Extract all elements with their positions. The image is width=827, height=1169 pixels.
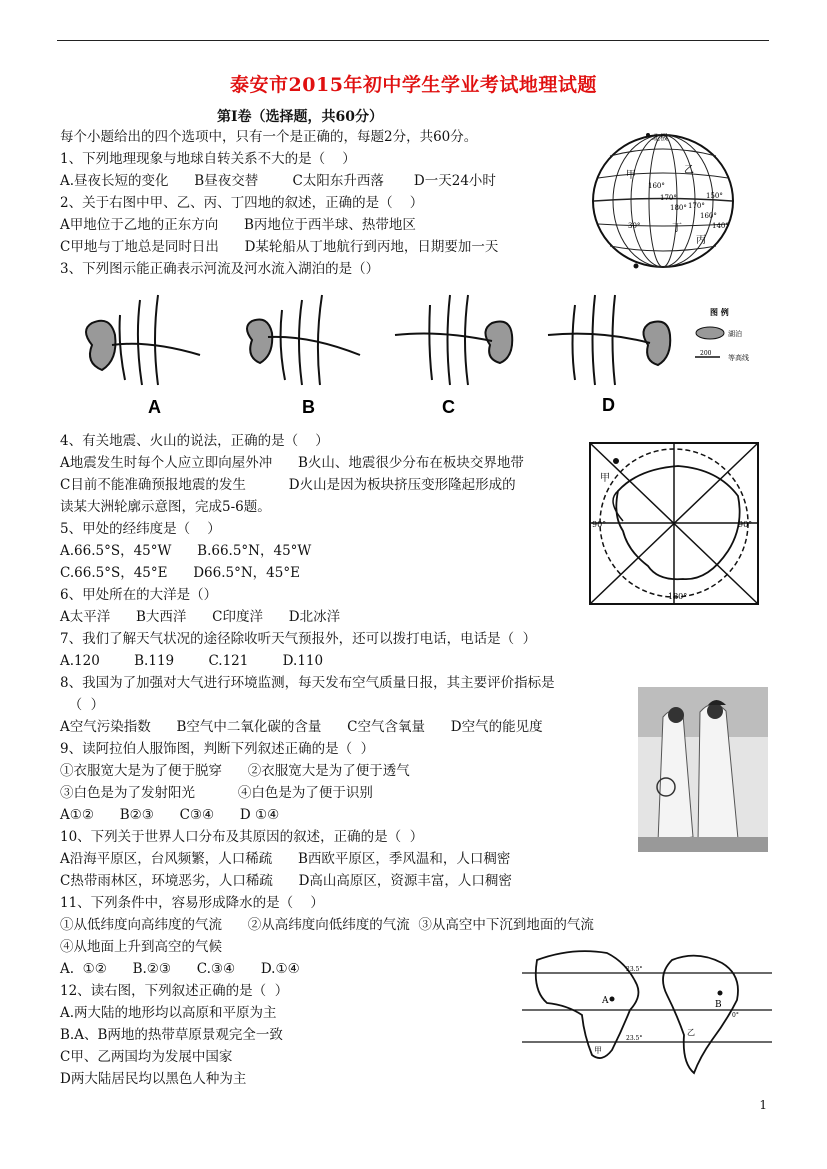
globe-deg-3: 180° — [670, 204, 687, 212]
q4-options-cd: C目前不能准确预报地震的发生 D火山是因为板块挤压变形隆起形成的 — [60, 477, 516, 493]
page-title: 泰安市2015年初中学生学业考试地理试题 — [230, 74, 597, 96]
river-option-d — [548, 295, 670, 415]
antarctica-deg-bottom: 180° — [668, 592, 688, 601]
q11-statements-123: ①从低纬度向高纬度的气流 ②从高纬度向低纬度的气流 ③从高空中下沉到地面的气流 — [60, 917, 594, 933]
q10-options-ab: A沿海平原区，台风频繁，人口稀疏 B西欧平原区，季风温和，人口稠密 — [60, 851, 511, 867]
q2-options-cd: C甲地与丁地总是同时日出 D某轮船从丁地航行到丙地，日期要加一天 — [60, 239, 499, 255]
globe-deg-6: 150° — [706, 192, 723, 200]
q5-6-intro: 读某大洲轮廓示意图，完成5-6题。 — [60, 499, 271, 515]
q9-statements-34: ③白色是为了发射阳光 ④白色是为了便于识别 — [60, 785, 373, 801]
map-label-yi: 乙 — [687, 1028, 695, 1037]
river-option-a — [86, 295, 200, 417]
q10-options-cd: C热带雨林区，环境恶劣，人口稀疏 D高山高原区，资源丰富，人口稠密 — [60, 873, 512, 889]
legend-contour-value: 200 — [700, 350, 712, 357]
globe-north-label: 北极 — [652, 133, 668, 142]
q9-options: A①② B②③ C③④ D ①④ — [60, 807, 280, 823]
top-rule — [57, 40, 769, 41]
q5-stem: 5、甲处的经纬度是（ ） — [60, 521, 221, 537]
map-label-b: B — [715, 1000, 722, 1010]
globe-figure — [588, 128, 738, 273]
q4-options-ab: A地震发生时每个人应立即向屋外冲 B火山、地震很少分布在板块交界地带 — [60, 455, 524, 471]
lat-label-bottom: 23.5° — [626, 1035, 643, 1042]
map-label-jia: 甲 — [594, 1046, 602, 1055]
river-label-b: B — [302, 397, 315, 417]
q5-options-cd: C.66.5°S，45°E D66.5°N，45°E — [60, 565, 300, 581]
river-label-c: C — [442, 397, 455, 417]
legend-title: 图 例 — [710, 307, 729, 317]
q12-option-b: B.A、B两地的热带草原景观完全一致 — [60, 1027, 283, 1043]
q8-options: A空气污染指数 B空气中二氧化碳的含量 C空气含氧量 D空气的能见度 — [60, 719, 543, 735]
antarctica-figure — [588, 441, 760, 606]
globe-deg-7: 140° — [712, 222, 729, 230]
river-label-d: D — [602, 395, 615, 415]
globe-deg-4: 170° — [688, 202, 705, 210]
page-number: 1 — [759, 1098, 767, 1112]
lat-label-top: 23.5° — [626, 966, 643, 973]
river-label-a: A — [148, 397, 161, 417]
q12-option-d: D两大陆居民均以黑色人种为主 — [60, 1071, 247, 1087]
q11-statement-4: ④从地面上升到高空的气候 — [60, 939, 222, 955]
river-option-b — [247, 295, 360, 417]
q2-options-ab: A甲地位于乙地的正东方向 B丙地位于西半球、热带地区 — [60, 217, 416, 233]
q12-stem: 12、读右图，下列叙述正确的是（ ） — [60, 983, 289, 999]
q10-stem: 10、下列关于世界人口分布及其原因的叙述，正确的是（ ） — [60, 829, 424, 845]
globe-label-jia: 甲 — [626, 170, 636, 181]
lat-label-mid: 0° — [732, 1012, 739, 1019]
antarctica-deg-left: 90° — [592, 520, 607, 529]
q12-option-c: C甲、乙两国均为发展中国家 — [60, 1049, 233, 1065]
q6-stem: 6、甲处所在的大洋是（） — [60, 587, 218, 603]
river-legend — [695, 307, 749, 362]
africa-south-america-map — [522, 945, 772, 1080]
instructions: 每个小题给出的四个选项中，只有一个是正确的，每题2分，共60分。 — [60, 129, 478, 145]
q1-options: A.昼夜长短的变化 B昼夜交替 C太阳东升西落 D一天24小时 — [60, 173, 496, 189]
q11-options: A. ①② B.②③ C.③④ D.①④ — [60, 961, 300, 977]
globe-deg-8: 30° — [628, 222, 641, 230]
antarctica-deg-right: 90° — [738, 520, 753, 529]
globe-deg-5: 160° — [700, 212, 717, 220]
legend-lake: 湖泊 — [728, 330, 742, 338]
globe-label-yi: 乙 — [684, 165, 694, 176]
legend-contour: 等高线 — [728, 354, 749, 362]
q1-stem: 1、下列地理现象与地球自转关系不大的是（ ） — [60, 151, 356, 167]
q4-stem: 4、有关地震、火山的说法，正确的是（ ） — [60, 433, 329, 449]
globe-label-bing: 丙 — [696, 235, 706, 246]
map-label-a: A — [602, 996, 609, 1006]
q2-stem: 2、关于右图中甲、乙、丙、丁四地的叙述，正确的是（ ） — [60, 195, 424, 211]
globe-deg-2: 170° — [660, 194, 677, 202]
river-diagrams — [70, 285, 770, 425]
q5-options-ab: A.66.5°S，45°W B.66.5°N，45°W — [60, 543, 312, 559]
q7-stem: 7、我们了解天气状况的途径除收听天气预报外，还可以拨打电话，电话是（ ） — [60, 631, 537, 647]
q9-statements-12: ①衣服宽大是为了便于脱穿 ②衣服宽大是为了便于透气 — [60, 763, 410, 779]
q9-stem: 9、读阿拉伯人服饰图，判断下列叙述正确的是（ ） — [60, 741, 375, 757]
globe-label-ding: 丁 — [672, 223, 682, 234]
section-heading: 第Ⅰ卷（选择题，共60分） — [217, 109, 384, 125]
q12-option-a: A.两大陆的地形均以高原和平原为主 — [60, 1005, 277, 1021]
river-option-c — [395, 295, 512, 417]
arab-clothing-photo — [638, 687, 768, 852]
q8-stem-cont: （ ） — [60, 697, 105, 713]
q11-stem: 11、下列条件中，容易形成降水的是（ ） — [60, 895, 324, 911]
q6-options: A太平洋 B大西洋 C印度洋 D北冰洋 — [60, 609, 341, 625]
q7-options: A.120 B.119 C.121 D.110 — [60, 653, 324, 669]
globe-deg-1: 160° — [648, 182, 665, 190]
q3-stem: 3、下列图示能正确表示河流及河水流入湖泊的是（） — [60, 261, 380, 277]
antarctica-label-jia: 甲 — [600, 473, 610, 484]
q8-stem: 8、我国为了加强对大气进行环境监测，每天发布空气质量日报，其主要评价指标是 — [60, 675, 555, 691]
